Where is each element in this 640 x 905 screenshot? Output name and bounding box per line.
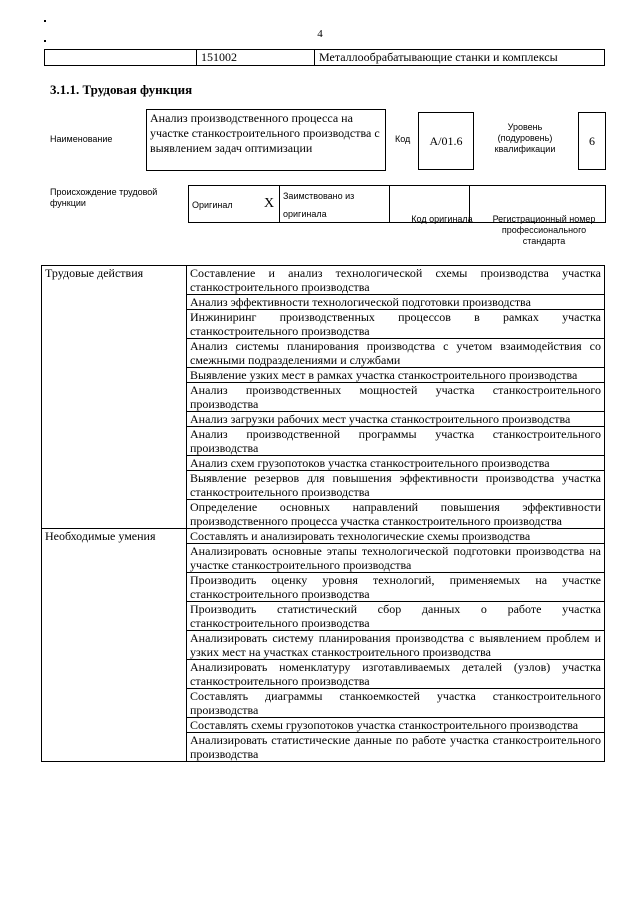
table-cell-item: Производить оценку уровня технологий, применяемых на участке станкостроительного производства <box>187 573 605 602</box>
original-label: Оригинал <box>192 200 233 210</box>
header-table <box>44 49 605 66</box>
table-cell-item: Составлять диаграммы станкоемкостей участка станкостроительного производства <box>187 689 605 718</box>
table-row <box>42 529 605 544</box>
table-cell-item: Анализировать номенклатуру изготавливаемых деталей (узлов) участка станкостроительного производства <box>187 660 605 689</box>
table-cell-item: Анализировать систему планирования производства с выявлением проблем и узких мест на участках станкостроительного производства <box>187 631 605 660</box>
labor-function-table <box>41 265 605 762</box>
reg-number-label: Регистрационный номер профессионального стандарта <box>492 214 596 246</box>
borrowed-label-cell <box>280 186 390 223</box>
scan-speck <box>44 20 46 22</box>
table-cell-item: Выявление узких мест в рамках участка станкостроительного производства <box>187 368 605 383</box>
page-number: 4 <box>317 28 323 40</box>
table-cell-item: Анализ схем грузопотоков участка станкостроительного производства <box>187 456 605 471</box>
table-cell-item: Анализ производственных мощностей участка станкостроительного производства <box>187 383 605 412</box>
table-cell-item: Выявление резервов для повышения эффективности производства участка станкостроительного производства <box>187 471 605 500</box>
code-label: Код <box>395 134 411 144</box>
table-cell-item: Определение основных направлений повышения эффективности производственного процесса участка станкостроительного производства <box>187 500 605 529</box>
borrowed-label: Заимствовано из оригинала <box>283 191 355 219</box>
section-heading: Трудовые действия <box>42 266 187 529</box>
origin-code-label: Код оригинала <box>411 214 473 224</box>
original-label-cell <box>189 186 260 223</box>
level-label: Уровень (подуровень) квалификации <box>494 122 556 154</box>
function-name: Анализ производственного процесса на участке станкостроительного производства с выявлением задач оптимизации <box>146 109 386 171</box>
header-title: Металлообрабатывающие станки и комплексы <box>315 50 605 66</box>
header-empty-cell <box>45 50 197 66</box>
table-cell-item: Составление и анализ технологической схемы производства участка станкостроительного производства <box>187 266 605 295</box>
table-cell-item: Составлять схемы грузопотоков участка станкостроительного производства <box>187 718 605 733</box>
name-label: Наименование <box>50 134 113 144</box>
section-title: 3.1.1. Трудовая функция <box>50 82 193 97</box>
table-cell-item: Анализ эффективности технологической подготовки производства <box>187 295 605 310</box>
header-row <box>45 50 605 66</box>
section-heading: Необходимые умения <box>42 529 187 762</box>
table-cell-item: Инжиниринг производственных процессов в рамках участка станкостроительного производства <box>187 310 605 339</box>
table-cell-item: Анализировать основные этапы технологической подготовки производства на участке станкостроительного производства <box>187 544 605 573</box>
table-row <box>42 266 605 295</box>
table-cell-item: Анализ производственной программы участка станкостроительного производства <box>187 427 605 456</box>
header-code: 151002 <box>197 50 315 66</box>
table-cell-item: Анализ системы планирования производства с учетом взаимодействия со смежными подразделениями и службами <box>187 339 605 368</box>
function-code: A/01.6 <box>418 112 474 170</box>
table-cell-item: Анализ загрузки рабочих мест участка станкостроительного производства <box>187 412 605 427</box>
original-mark: X <box>259 186 280 223</box>
origin-label: Происхождение трудовой функции <box>50 187 158 208</box>
scan-speck <box>44 40 46 42</box>
function-level: 6 <box>578 112 606 170</box>
table-cell-item: Составлять и анализировать технологические схемы производства <box>187 529 605 544</box>
table-cell-item: Производить статистический сбор данных о работе участка станкостроительного производства <box>187 602 605 631</box>
table-cell-item: Анализировать статистические данные по работе участка станкостроительного производства <box>187 733 605 762</box>
